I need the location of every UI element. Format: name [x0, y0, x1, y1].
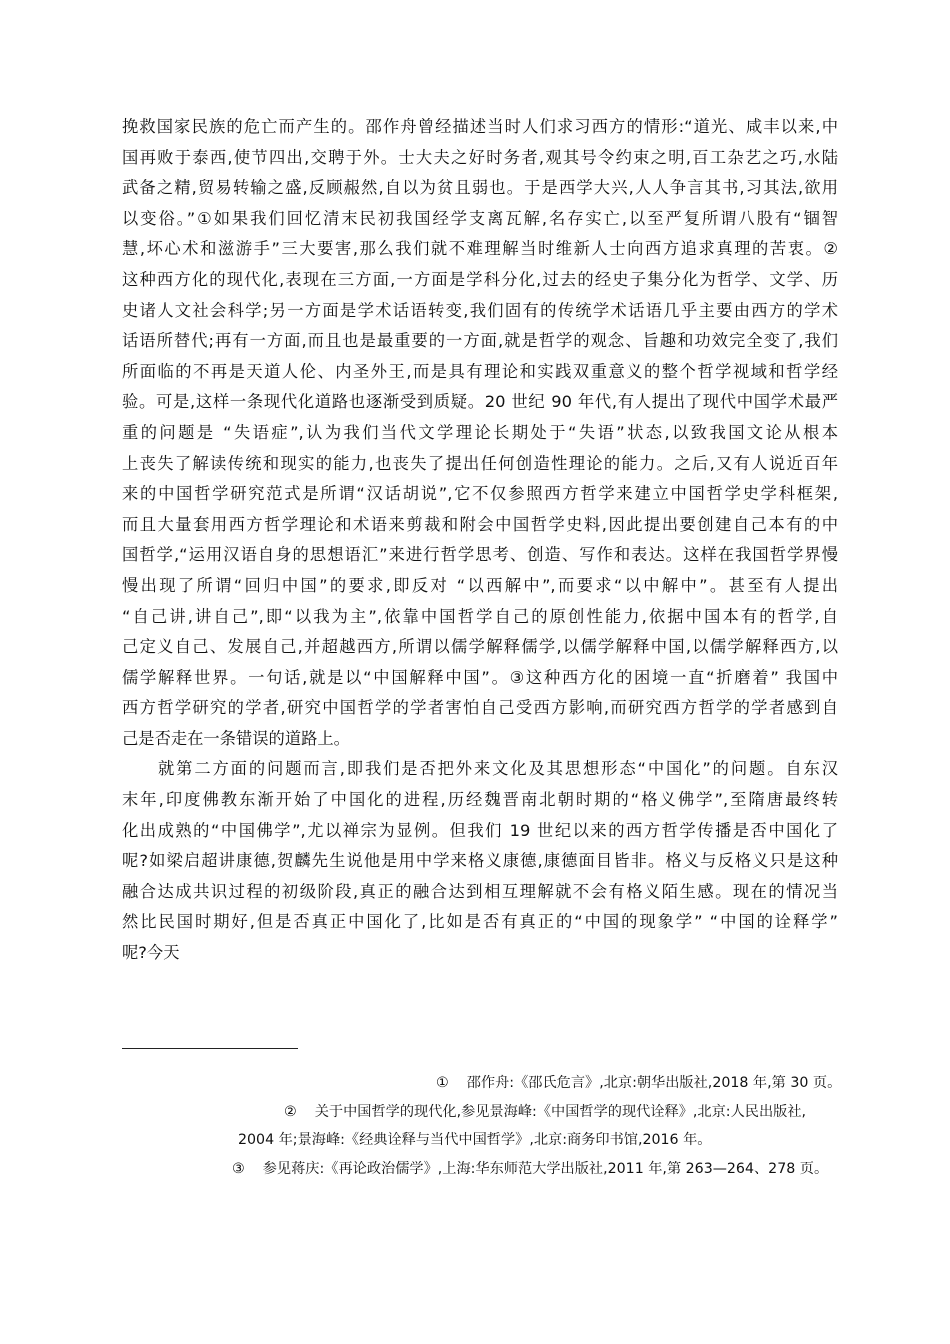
text-line: 国再败于泰西,使节四出,交聘于外。士大夫之好时务者,观其号令约束之明,百工杂艺之巧,水陆 [122, 147, 838, 167]
text-line: 己是否走在一条错误的道路上。 [122, 728, 350, 748]
text-line: 上丧失了解读传统和现实的能力,也丧失了提出任何创造性理论的能力。之后,又有人说近百年 [122, 453, 838, 473]
text-line: 以变俗。”①如果我们回忆清末民初我国经学支离瓦解,名存实亡,以至严复所谓八股有“锢智 [122, 208, 838, 228]
text-line: 慢出现了所谓“回归中国”的要求,即反对 “以西解中”,而要求“以中解中”。甚至有人提出 [122, 575, 838, 595]
text-line: 验。可是,这样一条现代化道路也逐渐受到质疑。20 世纪 90 年代,有人提出了现代中国学术最严 [122, 392, 838, 412]
footnote-3 [232, 1158, 828, 1180]
text-line: 呢?如梁启超讲康德,贺麟先生说他是用中学来格义康德,康德面目皆非。格义与反格义只是这种 [122, 851, 838, 871]
text-line: 慧,坏心术和滋游手”三大要害,那么我们就不难理解当时维新人士向西方追求真理的苦衷。② [122, 239, 838, 259]
text-line: 重的问题是 “失语症”,认为我们当代文学理论长期处于“失语”状态,以致我国文论从根本 [122, 422, 838, 442]
text-line: 己定义自己、发展自己,并超越西方,所谓以儒学解释儒学,以儒学解释中国,以儒学解释西方,以 [122, 637, 838, 657]
text-line: 这种西方化的现代化,表现在三方面,一方面是学科分化,过去的经史子集分化为哲学、文学、历 [122, 269, 838, 289]
footnote-3-marker: ③ [232, 1161, 245, 1177]
footnote-2-text: 关于中国哲学的现代化,参见景海峰:《中国哲学的现代诠释》,北京:人民出版社, [314, 1104, 807, 1120]
footnote-2-continued: 2004 年;景海峰:《经典诠释与当代中国哲学》,北京:商务印书馆,2016 年。 [238, 1132, 712, 1148]
text-line: 来的中国哲学研究范式是所谓“汉话胡说”,它不仅参照西方哲学来建立中国哲学史学科框架, [122, 484, 838, 504]
text-line: 所面临的不再是天道人伦、内圣外王,而是具有理论和实践双重意义的整个哲学视域和哲学经 [122, 361, 838, 381]
text-line: 话语所替代;再有一方面,而且也是最重要的一方面,就是哲学的观念、旨趣和功效完全变了,我们 [122, 331, 838, 351]
text-line: 融合达成共识过程的初级阶段,真正的融合达到相互理解就不会有格义陌生感。现在的情况当 [122, 881, 838, 901]
body-text [122, 112, 838, 969]
footnote-1-text: 邵作舟:《邵氏危言》,北京:朝华出版社,2018 年,第 30 页。 [466, 1075, 842, 1091]
footnote-divider [122, 1048, 298, 1049]
footnote-1-marker: ① [436, 1075, 449, 1091]
text-line: 儒学解释世界。一句话,就是以“中国解释中国”。③这种西方化的困境一直“折磨着” 我国中 [122, 667, 838, 687]
paragraph-2 [122, 754, 838, 968]
text-line: 就第二方面的问题而言,即我们是否把外来文化及其思想形态“中国化”的问题。自东汉 [158, 759, 838, 779]
text-line: “自己讲,讲自己”,即“以我为主”,依靠中国哲学自己的原创性能力,依据中国本有的哲学,自 [122, 606, 838, 626]
paragraph-1 [122, 112, 838, 754]
text-line: 史诸人文社会科学;另一方面是学术话语转变,我们固有的传统学术话语几乎主要由西方的学术 [122, 300, 838, 320]
text-line: 挽救国家民族的危亡而产生的。邵作舟曾经描述当时人们求习西方的情形:“道光、咸丰以来,中 [122, 117, 838, 136]
text-line: 国哲学,“运用汉语自身的思想语汇”来进行哲学思考、创造、写作和表达。这样在我国哲学界慢 [122, 545, 838, 565]
footnote-2-marker: ② [284, 1104, 297, 1120]
text-line: 武备之精,贸易转输之盛,反顾赧然,自以为贫且弱也。于是西学大兴,人人争言其书,习其法,欲用 [122, 178, 838, 198]
text-line: 化出成熟的“中国佛学”,尤以禅宗为显例。但我们 19 世纪以来的西方哲学传播是否中国化了 [122, 820, 838, 840]
footnote-2 [284, 1101, 806, 1123]
text-line: 呢?今天 [122, 943, 180, 963]
text-line: 末年,印度佛教东渐开始了中国化的进程,历经魏晋南北朝时期的“格义佛学”,至隋唐最终转 [122, 790, 838, 810]
text-line: 而且大量套用西方哲学理论和术语来剪裁和附会中国哲学史料,因此提出要创建自己本有的中 [122, 514, 838, 534]
footnote-3-text: 参见蒋庆:《再论政治儒学》,上海:华东师范大学出版社,2011 年,第 263—264、278 页。 [262, 1161, 829, 1177]
text-line: 然比民国时期好,但是否真正中国化了,比如是否有真正的“中国的现象学” “中国的诠释学” [122, 912, 838, 932]
text-line: 西方哲学研究的学者,研究中国哲学的学者害怕自己受西方影响,而研究西方哲学的学者感到自 [122, 698, 838, 718]
footnote-1 [436, 1072, 841, 1094]
